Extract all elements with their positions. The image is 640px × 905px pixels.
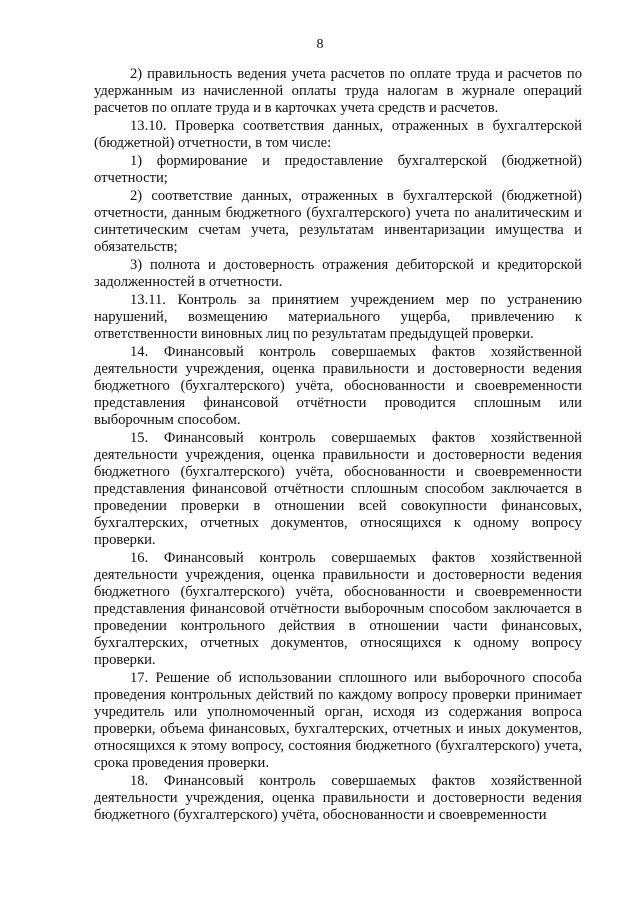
paragraph-16: 16. Финансовый контроль совершаемых фактов хозяйственной деятельности учреждения, оценка правильности и достоверности ведения бюджетного (бухгалтерского) учёта, обоснованности и своевременности представления финансовой отчётности выборочным способом заключается в проведении контрольного действия в отношении части финансовых, бухгалтерских, отчетных документов, относящихся к одному вопросу проверки.: [94, 550, 582, 668]
paragraph-13-10-1: 1) формирование и предоставление бухгалтерской (бюджетной) отчетности;: [94, 153, 582, 186]
paragraph-13-11: 13.11. Контроль за принятием учреждением мер по устранению нарушений, возмещению материального ущерба, привлечению к ответственности виновных лиц по результатам предыдущей проверки.: [94, 292, 582, 342]
page-number: 8: [316, 37, 324, 52]
paragraph-14: 14. Финансовый контроль совершаемых фактов хозяйственной деятельности учреждения, оценка правильности и достоверности ведения бюджетного (бухгалтерского) учёта, обоснованности и своевременности представления финансовой отчётности проводится сплошным или выборочным способом.: [94, 344, 582, 428]
paragraph-18: 18. Финансовый контроль совершаемых фактов хозяйственной деятельности учреждения, оценка правильности и достоверности ведения бюджетного (бухгалтерского) учёта, обоснованности и своевременности: [94, 773, 582, 823]
paragraph-13-10-2: 2) соответствие данных, отраженных в бухгалтерской (бюджетной) отчетности, данным бюджетного (бухгалтерского) учета по аналитическим и синтетическим счетам учета, результатам инвентаризации имущества и обязательств;: [94, 188, 582, 255]
paragraph-13-9-2: 2) правильность ведения учета расчетов по оплате труда и расчетов по удержанным из начисленной оплаты труда налогам в журнале операций расчетов по оплате труда и в карточках учета средств и расчетов.: [94, 66, 582, 116]
paragraph-15: 15. Финансовый контроль совершаемых фактов хозяйственной деятельности учреждения, оценка правильности и достоверности ведения бюджетного (бухгалтерского) учёта, обоснованности и своевременности представления финансовой отчётности сплошным способом заключается в проведении проверки в отношении всей совокупности финансовых, бухгалтерских, отчетных документов, относящихся к одному вопросу проверки.: [94, 430, 582, 548]
document-body: [94, 66, 582, 824]
paragraph-13-10-3: 3) полнота и достоверность отражения дебиторской и кредиторской задолженностей в отчетности.: [94, 257, 582, 290]
paragraph-17: 17. Решение об использовании сплошного или выборочного способа проведения контрольных действий по каждому вопросу проверки принимает учредитель или уполномоченный орган, исходя из содержания вопроса проверки, объема финансовых, бухгалтерских, отчетных и иных документов, относящихся к этому вопросу, состояния бюджетного (бухгалтерского) учета, срока проведения проверки.: [94, 670, 582, 771]
paragraph-13-10: 13.10. Проверка соответствия данных, отраженных в бухгалтерской (бюджетной) отчетности, в том числе:: [94, 118, 582, 151]
